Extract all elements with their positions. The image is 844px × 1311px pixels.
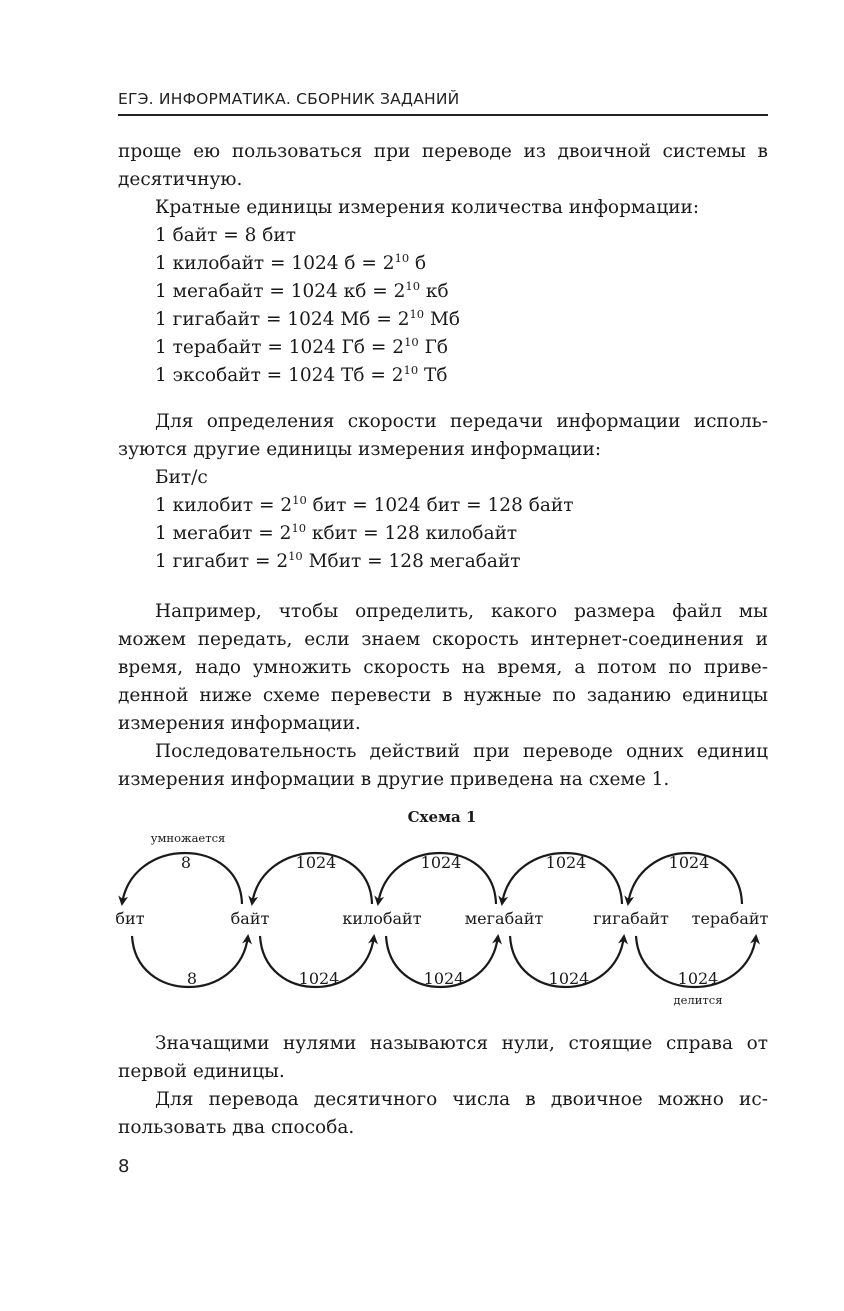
justified-row xyxy=(118,598,768,626)
formula-text: 1 мегабит = 2 xyxy=(155,523,292,544)
exponent: 10 xyxy=(394,250,410,265)
multiply-label: 8 xyxy=(180,853,192,872)
scheme-node: бит xyxy=(115,909,145,928)
word: интернет-соединения xyxy=(530,629,744,650)
word: на xyxy=(461,657,486,678)
speed-unit: Бит/с xyxy=(155,467,208,488)
para2-line4 xyxy=(118,682,768,710)
formula-text: бит = 1024 бит = 128 байт xyxy=(306,495,574,516)
scheme-node: байт xyxy=(230,909,270,928)
speed-item xyxy=(155,520,517,548)
word: а xyxy=(574,657,586,678)
word: денной xyxy=(118,685,189,706)
scheme-node: гигабайт xyxy=(593,909,669,928)
scheme-node: мегабайт xyxy=(464,909,544,928)
word: одних xyxy=(625,741,684,762)
word: мы xyxy=(738,601,768,622)
unit-item xyxy=(155,278,449,306)
formula-text: кбит = 128 килобайт xyxy=(306,523,518,544)
formula-text: 1 килобайт = 1024 б = 2 xyxy=(155,253,395,274)
word: стоящие xyxy=(568,1033,653,1054)
formula-text: 1 гигабайт = 1024 Мб = 2 xyxy=(155,309,410,330)
word: Значащими xyxy=(155,1033,270,1054)
word: если xyxy=(304,629,350,650)
conversion-scheme xyxy=(110,800,780,1020)
word: чтобы xyxy=(278,601,339,622)
word: десятичного xyxy=(313,1089,438,1110)
word: единиц xyxy=(696,741,768,762)
word: файл xyxy=(672,601,722,622)
units-intro: Кратные единицы измерения количества информации: xyxy=(155,197,700,218)
word: двоичной xyxy=(557,141,651,162)
word: знаем xyxy=(361,629,421,650)
word: какого xyxy=(490,601,558,622)
para4-line2: первой единицы. xyxy=(118,1061,285,1082)
para3-line2: измерения информации в другие приведена на схеме 1. xyxy=(118,769,670,790)
word: числа xyxy=(452,1089,511,1110)
word: проще xyxy=(118,141,182,162)
divide-label: 1024 xyxy=(548,969,590,988)
para2-line5: измерения информации. xyxy=(118,713,361,734)
speed-line1 xyxy=(118,408,768,436)
exponent: 10 xyxy=(404,334,419,349)
para1-line1 xyxy=(118,138,768,166)
formula-text: 1 байт = 8 бит xyxy=(155,225,296,246)
word: можно xyxy=(657,1089,724,1110)
formula-text: Тб xyxy=(418,365,448,386)
word: в xyxy=(757,141,768,162)
word: можем xyxy=(118,629,186,650)
word: нули, xyxy=(501,1033,555,1054)
word: Для xyxy=(155,411,194,432)
speed-line2: зуются другие единицы измерения информации: xyxy=(118,439,602,460)
word: надо xyxy=(195,657,241,678)
para3-line1 xyxy=(118,738,768,766)
word: называются xyxy=(370,1033,489,1054)
multiply-note: умножается xyxy=(150,831,226,845)
word: потом xyxy=(597,657,657,678)
word: передачи xyxy=(449,411,544,432)
para1-line2: десятичную. xyxy=(118,169,243,190)
exponent: 10 xyxy=(292,492,307,507)
divide-note: делится xyxy=(673,993,723,1007)
word: ис- xyxy=(739,1089,768,1110)
formula-text: Мб xyxy=(424,309,461,330)
word: определения xyxy=(206,411,335,432)
justified-row xyxy=(118,1030,768,1058)
word: при xyxy=(473,741,510,762)
word: размера xyxy=(574,601,656,622)
unit-item xyxy=(155,222,296,250)
scheme-node: терабайт xyxy=(691,909,769,928)
exponent: 10 xyxy=(288,548,303,563)
page-number: 8 xyxy=(118,1156,130,1177)
exponent: 10 xyxy=(409,306,425,321)
formula-text: 1 гигабит = 2 xyxy=(155,551,289,572)
unit-item xyxy=(155,306,460,334)
word: ею xyxy=(193,141,221,162)
divide-label: 1024 xyxy=(677,969,719,988)
formula-text: 1 мегабайт = 1024 кб = 2 xyxy=(155,281,406,302)
word: нужные xyxy=(463,685,542,706)
scheme-texts xyxy=(115,831,768,1007)
formula-text: 1 килобит = 2 xyxy=(155,495,293,516)
para5-line1 xyxy=(118,1086,768,1114)
word: время, xyxy=(497,657,563,678)
scheme-svg xyxy=(110,800,780,1020)
word: в xyxy=(442,685,453,706)
formula-text: б xyxy=(409,253,427,274)
justified-row xyxy=(118,738,768,766)
word: перевода xyxy=(208,1089,299,1110)
word: Для xyxy=(155,1089,194,1110)
word: в xyxy=(525,1089,536,1110)
word: схеме xyxy=(262,685,320,706)
word: приве- xyxy=(703,657,768,678)
running-header: ЕГЭ. ИНФОРМАТИКА. СБОРНИК ЗАДАНИЙ xyxy=(118,90,460,108)
divide-label: 1024 xyxy=(298,969,340,988)
scheme-node: килобайт xyxy=(342,909,422,928)
word: по xyxy=(668,657,692,678)
justified-row xyxy=(118,654,768,682)
justified-row xyxy=(118,682,768,710)
word: по xyxy=(552,685,576,706)
word: передать, xyxy=(197,629,293,650)
exponent: 10 xyxy=(291,520,307,535)
word: время, xyxy=(118,657,184,678)
unit-item xyxy=(155,250,426,278)
word: скорости xyxy=(347,411,437,432)
word: Например, xyxy=(155,601,262,622)
unit-item xyxy=(155,362,448,390)
word: исполь- xyxy=(693,411,768,432)
word: ниже xyxy=(199,685,252,706)
word: скорость xyxy=(432,629,519,650)
word: от xyxy=(746,1033,768,1054)
word: перевести xyxy=(330,685,432,706)
formula-text: 1 эксобайт = 1024 Тб = 2 xyxy=(155,365,404,386)
multiply-label: 1024 xyxy=(545,853,587,872)
word: из xyxy=(523,141,546,162)
word: и xyxy=(755,629,768,650)
word: пользоваться xyxy=(231,141,363,162)
formula-text: Мбит = 128 мегабайт xyxy=(302,551,521,572)
speed-item xyxy=(155,492,573,520)
word: определить, xyxy=(355,601,475,622)
word: информации xyxy=(556,411,681,432)
word: справа xyxy=(665,1033,733,1054)
speed-item xyxy=(155,548,521,576)
justified-row xyxy=(118,408,768,436)
para2-line1 xyxy=(118,598,768,626)
divide-label: 1024 xyxy=(423,969,465,988)
divide-label: 8 xyxy=(186,969,198,988)
formula-text: Гб xyxy=(418,337,448,358)
word: переводе xyxy=(522,741,613,762)
exponent: 10 xyxy=(403,362,419,377)
word: переводе xyxy=(421,141,512,162)
word: действий xyxy=(369,741,460,762)
exponent: 10 xyxy=(405,278,420,293)
word: нулями xyxy=(283,1033,357,1054)
formula-text: 1 терабайт = 1024 Гб = 2 xyxy=(155,337,405,358)
para2-line3 xyxy=(118,654,768,682)
word: умножить xyxy=(252,657,352,678)
word: Последовательность xyxy=(155,741,357,762)
word: скорость xyxy=(363,657,450,678)
para2-line2 xyxy=(118,626,768,654)
unit-item xyxy=(155,334,448,362)
scheme-title: Схема 1 xyxy=(407,808,477,826)
para5-line2: пользовать два способа. xyxy=(118,1117,355,1138)
justified-row xyxy=(118,138,768,166)
multiply-label: 1024 xyxy=(295,853,337,872)
word: заданию xyxy=(586,685,672,706)
multiply-label: 1024 xyxy=(668,853,710,872)
para4-line1 xyxy=(118,1030,768,1058)
header-rule xyxy=(118,114,768,116)
word: двоичное xyxy=(550,1089,643,1110)
justified-row xyxy=(118,626,768,654)
justified-row xyxy=(118,1086,768,1114)
word: при xyxy=(373,141,411,162)
formula-text: кб xyxy=(420,281,449,302)
word: единицы xyxy=(682,685,768,706)
multiply-label: 1024 xyxy=(420,853,462,872)
word: системы xyxy=(662,141,746,162)
